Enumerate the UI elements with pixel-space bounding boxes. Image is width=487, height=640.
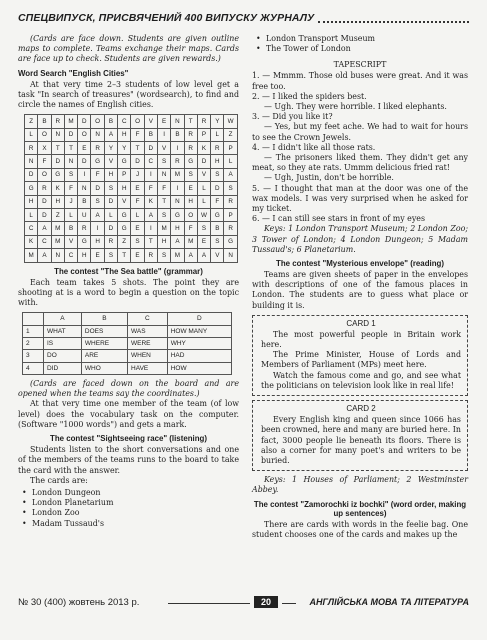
grid-cell: D xyxy=(131,155,144,168)
grid-cell: F xyxy=(144,182,157,195)
card-1 xyxy=(252,315,468,396)
grid-cell: G xyxy=(211,208,224,221)
grid-cell: O xyxy=(38,128,51,141)
grid-cell: H xyxy=(184,195,197,208)
grid-cell: S xyxy=(157,249,170,262)
grid-cell: M xyxy=(171,249,184,262)
grid-cell: L xyxy=(211,128,224,141)
sea-battle-table xyxy=(22,312,232,375)
intro-paragraph: (Cards are face down. Students are given outline maps to complete. Teams exchange their maps. Cards are face up to check. Students are given rewards.) xyxy=(18,34,239,64)
grid-cell: M xyxy=(51,222,64,235)
card-1-text: The Prime Minister, House of Lords and Members of Parliament (MPs) meet here. xyxy=(261,350,461,370)
envelope-title: The contest "Mysterious envelope" (reading) xyxy=(276,259,444,269)
grid-cell: B xyxy=(104,115,117,128)
grid-cell: I xyxy=(171,182,184,195)
grid-cell: S xyxy=(157,155,170,168)
table-cell: DOES xyxy=(81,325,127,337)
grid-cell: T xyxy=(51,142,64,155)
grid-cell: Y xyxy=(211,115,224,128)
grid-cell: D xyxy=(211,182,224,195)
list-item: • The Tower of London xyxy=(266,44,468,54)
grid-cell: B xyxy=(78,195,91,208)
grid-cell: R xyxy=(51,115,64,128)
grid-cell: N xyxy=(51,249,64,262)
card-1-title: CARD 1 xyxy=(346,318,376,328)
grid-cell: R xyxy=(224,195,237,208)
grid-cell: G xyxy=(118,222,131,235)
grid-cell: P xyxy=(197,128,210,141)
grid-cell: G xyxy=(118,155,131,168)
grid-row xyxy=(25,168,238,181)
header-title: СПЕЦВИПУСК, ПРИСВЯЧЕНИЙ 400 ВИПУСКУ ЖУРНАЛУ xyxy=(18,12,315,24)
grid-cell: D xyxy=(64,128,77,141)
sightseeing-title: The contest "Sightseeing race" (listening) xyxy=(50,434,207,444)
grid-cell: M xyxy=(25,249,38,262)
grid-cell: G xyxy=(171,208,184,221)
grid-cell: G xyxy=(118,208,131,221)
grid-cell: S xyxy=(197,222,210,235)
grid-row xyxy=(25,195,238,208)
grid-cell: N xyxy=(25,155,38,168)
table-header-row xyxy=(23,313,232,325)
table-header-cell: C xyxy=(128,313,168,325)
table-row xyxy=(23,350,232,362)
sea-battle-title: The contest "The Sea battle" (grammar) xyxy=(54,266,203,276)
tapescript-line: — The prisoners liked them. They didn't get any meat, so they ate rats. Ummm delicious fried rat! xyxy=(252,153,468,173)
grid-cell: R xyxy=(224,222,237,235)
grid-cell: H xyxy=(78,249,91,262)
grid-cell: R xyxy=(211,142,224,155)
grid-cell: K xyxy=(197,142,210,155)
grid-cell: Z xyxy=(224,128,237,141)
cards-label: The cards are: xyxy=(30,475,88,485)
grid-cell: G xyxy=(78,235,91,248)
grid-cell: E xyxy=(157,115,170,128)
table-cell: WHAT xyxy=(44,325,82,337)
table-cell: 1 xyxy=(23,325,44,337)
grid-cell: B xyxy=(64,222,77,235)
grid-cell: L xyxy=(64,208,77,221)
vocab-text: At that very time one member of the team (of low level) does the vocabulary task on the computer. (Software "1000 words") and gets a mark. xyxy=(18,399,239,429)
grid-cell: G xyxy=(184,155,197,168)
table-cell: 3 xyxy=(23,350,44,362)
table-cell: WHO xyxy=(81,362,127,374)
table-cell: DID xyxy=(44,362,82,374)
grid-cell: N xyxy=(224,249,237,262)
grid-cell: V xyxy=(104,155,117,168)
grid-cell: R xyxy=(197,115,210,128)
table-cell: HAD xyxy=(167,350,231,362)
grid-cell: S xyxy=(211,168,224,181)
tapescript-keys: Keys: 1 London Transport Museum; 2 London Zoo; 3 Tower of London; 4 London Dungeon; 5 Madam Tussaud's; 6 Planetarium. xyxy=(252,224,468,254)
grid-cell: B xyxy=(38,115,51,128)
grid-cell: H xyxy=(91,235,104,248)
table-cell: ARE xyxy=(81,350,127,362)
grid-cell: W xyxy=(224,115,237,128)
grid-cell: E xyxy=(131,182,144,195)
grid-row xyxy=(25,222,238,235)
grid-cell: F xyxy=(64,182,77,195)
grid-cell: I xyxy=(171,142,184,155)
grid-cell: D xyxy=(51,155,64,168)
grid-cell: G xyxy=(25,182,38,195)
grid-cell: B xyxy=(211,222,224,235)
grid-cell: R xyxy=(171,155,184,168)
cards-list-continued xyxy=(266,34,468,54)
grid-cell: R xyxy=(78,222,91,235)
grid-row xyxy=(25,128,238,141)
tapescript-line: — Ugh, Justin, don't be horrible. xyxy=(264,173,394,183)
grid-cell: I xyxy=(157,128,170,141)
grid-cell: F xyxy=(38,155,51,168)
grid-cell: N xyxy=(64,155,77,168)
grid-cell: P xyxy=(224,142,237,155)
grid-cell: N xyxy=(171,115,184,128)
grid-cell: F xyxy=(211,195,224,208)
grid-cell: D xyxy=(38,208,51,221)
tapescript-line: 2. — I liked the spiders best. xyxy=(252,91,367,101)
grid-cell: C xyxy=(144,155,157,168)
grid-cell: J xyxy=(131,168,144,181)
grid-row xyxy=(25,142,238,155)
tapescript-line: 4. — I didn't like all those rats. xyxy=(252,142,376,152)
grid-cell: U xyxy=(78,208,91,221)
grid-row xyxy=(25,155,238,168)
table-header-cell xyxy=(23,313,44,325)
grid-cell: S xyxy=(91,195,104,208)
grid-cell: I xyxy=(91,222,104,235)
grid-cell: A xyxy=(104,128,117,141)
table-row xyxy=(23,325,232,337)
grid-cell: V xyxy=(211,249,224,262)
grid-cell: I xyxy=(144,222,157,235)
grid-cell: N xyxy=(51,128,64,141)
grid-cell: H xyxy=(157,235,170,248)
grid-cell: A xyxy=(144,208,157,221)
grid-cell: V xyxy=(144,115,157,128)
grid-cell: E xyxy=(78,142,91,155)
grid-cell: P xyxy=(118,168,131,181)
grid-cell: C xyxy=(64,249,77,262)
grid-cell: T xyxy=(184,115,197,128)
grid-cell: R xyxy=(184,142,197,155)
grid-cell: R xyxy=(184,128,197,141)
table-row xyxy=(23,337,232,349)
card-2-text: Every English king and queen since 1066 has been crowned, here and many are buried here. In fact, 3000 people lie beneath its floors. There is also a corner for many poet's and writers to be buried. xyxy=(261,415,461,465)
grid-cell: P xyxy=(224,208,237,221)
grid-cell: L xyxy=(25,128,38,141)
grid-row xyxy=(25,182,238,195)
grid-cell: C xyxy=(118,115,131,128)
grid-cell: T xyxy=(131,142,144,155)
grid-cell: O xyxy=(38,168,51,181)
issue-info: № 30 (400) жовтень 2013 р. xyxy=(18,597,140,608)
grid-cell: E xyxy=(184,182,197,195)
grid-cell: O xyxy=(184,208,197,221)
grid-cell: Y xyxy=(118,142,131,155)
grid-cell: L xyxy=(104,208,117,221)
table-header-cell: A xyxy=(44,313,82,325)
word-search-grid xyxy=(24,114,238,262)
grid-cell: O xyxy=(78,128,91,141)
grid-cell: F xyxy=(157,182,170,195)
grid-cell: M xyxy=(184,235,197,248)
list-item: • London Transport Museum xyxy=(266,34,468,44)
grid-cell: E xyxy=(131,222,144,235)
grid-cell: L xyxy=(224,155,237,168)
grid-cell: A xyxy=(197,249,210,262)
envelope-text: Teams are given sheets of paper in the envelopes with descriptions of one of the famous places in London. The students are to guess what place or building it is. xyxy=(252,270,468,310)
grid-cell: D xyxy=(104,222,117,235)
grid-cell: K xyxy=(25,235,38,248)
grid-cell: B xyxy=(144,128,157,141)
grid-cell: T xyxy=(118,249,131,262)
grid-cell: N xyxy=(157,168,170,181)
grid-cell: A xyxy=(38,249,51,262)
table-header-cell: D xyxy=(167,313,231,325)
grid-cell: M xyxy=(51,235,64,248)
grid-cell: W xyxy=(197,208,210,221)
grid-cell: J xyxy=(64,195,77,208)
grid-cell: A xyxy=(38,222,51,235)
tapescript-line: 5. — I thought that man at the door was one of the wax models. I was very surprised when he asked for my ticket. xyxy=(252,183,468,214)
grid-cell: L xyxy=(25,208,38,221)
grid-cell: F xyxy=(91,168,104,181)
grid-cell: S xyxy=(157,208,170,221)
grid-cell: T xyxy=(64,142,77,155)
grid-row xyxy=(25,235,238,248)
grid-cell: I xyxy=(144,168,157,181)
page-number: 20 xyxy=(254,596,278,608)
card-1-text: Watch the famous come and go, and see what the politicians on television look like in real life! xyxy=(261,370,461,390)
grid-cell: G xyxy=(51,168,64,181)
grid-cell: N xyxy=(91,128,104,141)
grid-cell: H xyxy=(118,128,131,141)
list-item: • London Planetarium xyxy=(32,498,239,508)
table-cell: 2 xyxy=(23,337,44,349)
grid-cell: S xyxy=(184,168,197,181)
grid-cell: S xyxy=(64,168,77,181)
tapescript-line: 6. — I can still see stars in front of my eyes xyxy=(252,214,426,224)
grid-cell: C xyxy=(25,222,38,235)
grid-cell: T xyxy=(144,235,157,248)
grid-cell: H xyxy=(211,155,224,168)
table-cell: WHERE xyxy=(81,337,127,349)
page-header xyxy=(18,12,469,28)
grid-cell: S xyxy=(131,235,144,248)
table-cell: WERE xyxy=(128,337,168,349)
grid-row xyxy=(25,115,238,128)
grid-cell: N xyxy=(78,182,91,195)
grid-cell: A xyxy=(224,168,237,181)
card-2-title: CARD 2 xyxy=(346,404,376,414)
grid-cell: K xyxy=(144,195,157,208)
grid-cell: D xyxy=(104,195,117,208)
grid-cell: D xyxy=(144,142,157,155)
journal-title: АНГЛІЙСЬКА МОВА ТА ЛІТЕРАТУРА xyxy=(309,597,469,607)
grid-cell: S xyxy=(211,235,224,248)
grid-cell: L xyxy=(197,182,210,195)
sightseeing-text: Students listen to the short conversations and one of the members of the teams runs to the board to take the card with the answer. xyxy=(18,445,239,475)
grid-cell: E xyxy=(197,235,210,248)
tapescript-line: 3. — Did you like it? xyxy=(252,112,333,122)
footer-rule xyxy=(282,603,296,604)
list-item: • London Zoo xyxy=(32,508,239,518)
grid-cell: I xyxy=(78,168,91,181)
grid-cell: O xyxy=(131,115,144,128)
grid-cell: M xyxy=(157,222,170,235)
card-keys: Keys: 1 Houses of Parliament; 2 Westminster Abbey. xyxy=(252,475,468,495)
grid-cell: Z xyxy=(25,115,38,128)
grid-cell: R xyxy=(38,182,51,195)
sea-battle-text: Each team takes 5 shots. The point they are shooting at is a word to begin a question on the topic with. xyxy=(18,277,239,307)
footer-rule xyxy=(168,603,250,604)
grid-cell: V xyxy=(157,142,170,155)
grid-cell: V xyxy=(197,168,210,181)
grid-cell: Y xyxy=(104,142,117,155)
grid-cell: X xyxy=(38,142,51,155)
grid-cell: C xyxy=(38,235,51,248)
list-item: • Madam Tussaud's xyxy=(32,519,239,529)
grid-cell: K xyxy=(51,182,64,195)
grid-cell: G xyxy=(224,235,237,248)
grid-cell: V xyxy=(118,195,131,208)
grid-cell: M xyxy=(64,115,77,128)
right-column xyxy=(252,34,468,540)
table-cell: HOW MANY xyxy=(167,325,231,337)
zamorochki-text: There are cards with words in the feelie bag. One student chooses one of the cards and makes up the xyxy=(252,519,468,539)
table-cell: DO xyxy=(44,350,82,362)
word-search-title: Word Search "English Cities" xyxy=(18,68,129,78)
tapescript-line: — Ugh. They were horrible. I liked elephants. xyxy=(264,102,447,112)
grid-cell: S xyxy=(104,182,117,195)
table-header-cell: B xyxy=(81,313,127,325)
grid-cell: H xyxy=(104,168,117,181)
grid-cell: S xyxy=(224,182,237,195)
header-dotted-rule xyxy=(318,21,469,23)
grid-cell: E xyxy=(91,249,104,262)
tapescript-title: TAPESCRIPT xyxy=(333,60,387,70)
table-cell: HOW xyxy=(167,362,231,374)
grid-cell: B xyxy=(171,128,184,141)
grid-cell: S xyxy=(104,249,117,262)
table-cell: IS xyxy=(44,337,82,349)
grid-cell: R xyxy=(144,249,157,262)
grid-cell: N xyxy=(171,195,184,208)
table-cell: WAS xyxy=(128,325,168,337)
grid-row xyxy=(25,208,238,221)
grid-cell: Z xyxy=(118,235,131,248)
grid-cell: V xyxy=(64,235,77,248)
card-1-text: The most powerful people in Britain work here. xyxy=(261,329,461,350)
word-search-text: At that very time 2–3 students of low level get a task "In search of treasures" (wordsearch), to find and circle the names of English cities. xyxy=(18,79,239,110)
page-footer xyxy=(18,597,469,611)
table-cell: WHEN xyxy=(128,350,168,362)
grid-cell: L xyxy=(197,195,210,208)
table-row xyxy=(23,362,232,374)
grid-cell: H xyxy=(118,182,131,195)
grid-cell: Z xyxy=(51,208,64,221)
grid-cell: T xyxy=(157,195,170,208)
grid-row xyxy=(25,249,238,262)
grid-cell: H xyxy=(171,222,184,235)
card-2 xyxy=(252,400,468,471)
grid-cell: A xyxy=(171,235,184,248)
list-item: • London Dungeon xyxy=(32,488,239,498)
grid-cell: R xyxy=(25,142,38,155)
grid-cell: G xyxy=(91,155,104,168)
grid-cell: R xyxy=(104,235,117,248)
grid-cell: D xyxy=(25,168,38,181)
grid-cell: D xyxy=(78,155,91,168)
cards-note: (Cards are faced down on the board and are opened when the teams say the coordinates.) xyxy=(18,379,239,399)
table-cell: HAVE xyxy=(128,362,168,374)
left-column xyxy=(18,34,239,529)
cards-list xyxy=(32,488,239,529)
tapescript-line: — Yes, but my feet ache. We had to wait for hours to see the Crown Jewels. xyxy=(252,122,468,142)
grid-cell: F xyxy=(184,222,197,235)
grid-cell: R xyxy=(91,142,104,155)
grid-cell: D xyxy=(38,195,51,208)
grid-cell: F xyxy=(131,128,144,141)
grid-cell: M xyxy=(171,168,184,181)
grid-cell: O xyxy=(91,115,104,128)
grid-cell: E xyxy=(131,249,144,262)
grid-cell: A xyxy=(91,208,104,221)
grid-cell: D xyxy=(91,182,104,195)
table-cell: 4 xyxy=(23,362,44,374)
table-cell: WHY xyxy=(167,337,231,349)
grid-cell: L xyxy=(131,208,144,221)
grid-cell: H xyxy=(51,195,64,208)
grid-cell: A xyxy=(184,249,197,262)
grid-cell: D xyxy=(78,115,91,128)
grid-cell: D xyxy=(197,155,210,168)
zamorochki-title: The contest "Zamorochki iz bochki" (word order, making up sentences) xyxy=(253,499,467,518)
grid-cell: H xyxy=(25,195,38,208)
tapescript-line: 1. — Mmmm. Those old buses were great. And it was free too. xyxy=(252,71,468,91)
grid-cell: F xyxy=(131,195,144,208)
